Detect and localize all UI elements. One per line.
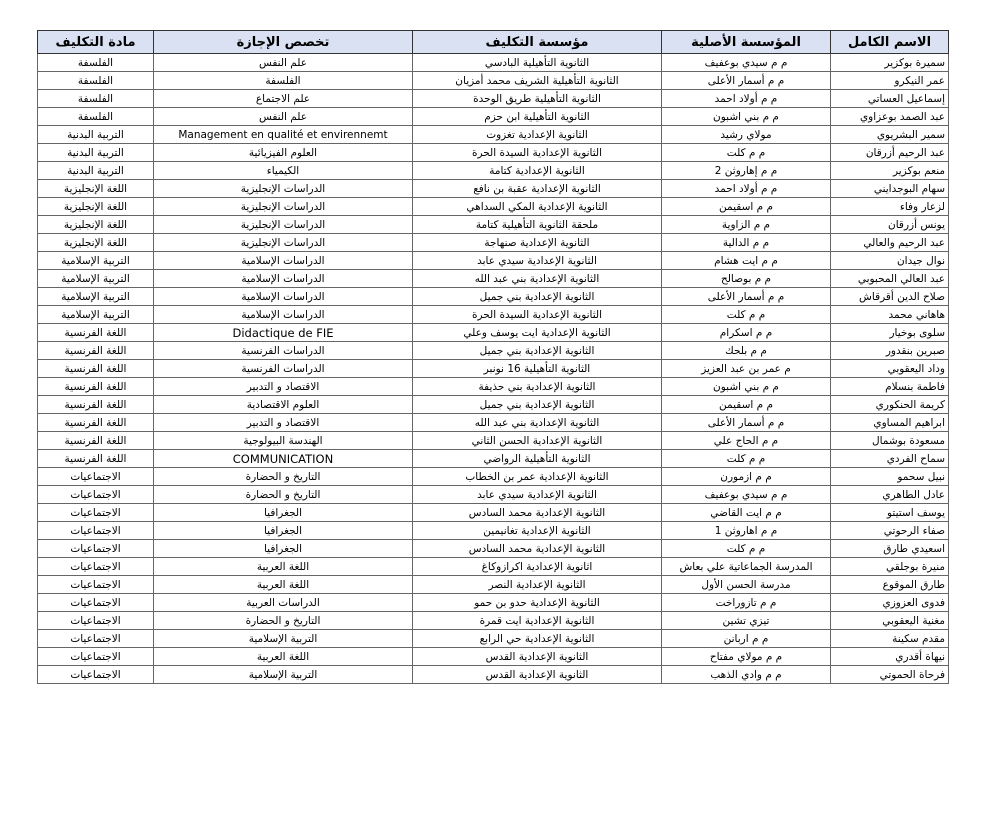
table-row [38,198,949,216]
cell-full-name: صلاح الدين أقرقاش [831,288,949,306]
cell-assignment-institution: الثانوية الإعدادية كتامة [413,162,662,180]
table-row [38,72,949,90]
cell-assigned-subject: اللغة الفرنسية [38,324,154,342]
header-assignment-institution: مؤسسة التكليف [413,31,662,54]
cell-origin-institution: مولاي رشيد [662,126,831,144]
cell-full-name: سلوى بوخيار [831,324,949,342]
cell-degree-specialty: الدراسات الإنجليزية [154,198,413,216]
table-row [38,558,949,576]
cell-full-name: نبيل سحمو [831,468,949,486]
cell-origin-institution: م م أسمار الأعلى [662,288,831,306]
cell-full-name: اسعيدي طارق [831,540,949,558]
cell-assigned-subject: الفلسفة [38,72,154,90]
cell-full-name: عادل الطاهري [831,486,949,504]
table-row [38,126,949,144]
cell-full-name: عبد الرحيم أزرقان [831,144,949,162]
cell-assignment-institution: اثانوية الإعدادية اكرازوكاغ [413,558,662,576]
cell-assignment-institution: الثانوية التأهيلية طريق الوحدة [413,90,662,108]
cell-assignment-institution: ملحقة الثانوية التأهيلية كتامة [413,216,662,234]
cell-origin-institution: م م سيدي بوعفيف [662,54,831,72]
cell-assignment-institution: الثانوية الإعدادية بني جميل [413,396,662,414]
cell-assigned-subject: الاجتماعيات [38,540,154,558]
cell-assigned-subject: الاجتماعيات [38,612,154,630]
cell-origin-institution: المدرسة الجماعاتية علي بعاش [662,558,831,576]
cell-degree-specialty: الدراسات الإسلامية [154,270,413,288]
cell-full-name: سمير البشريوي [831,126,949,144]
table-row [38,540,949,558]
cell-assignment-institution: الثانوية الإعدادية السيدة الحرة [413,144,662,162]
table-row [38,324,949,342]
cell-assigned-subject: اللغة الفرنسية [38,396,154,414]
cell-degree-specialty: الاقتصاد و التدبير [154,378,413,396]
cell-assignment-institution: الثانوية التأهيلية 16 نونبر [413,360,662,378]
cell-assigned-subject: اللغة الإنجليزية [38,180,154,198]
cell-full-name: نيهاة أقدري [831,648,949,666]
cell-full-name: يوسف استيتو [831,504,949,522]
cell-assignment-institution: الثانوية الإعدادية بني عبد الله [413,270,662,288]
table-row [38,342,949,360]
table-row [38,180,949,198]
cell-degree-specialty: Didactique de FIE [154,324,413,342]
cell-assignment-institution: الثانوية التأهيلية البادسي [413,54,662,72]
table-row [38,360,949,378]
cell-origin-institution: م م اهاروثن 1 [662,522,831,540]
cell-degree-specialty: اللغة العربية [154,576,413,594]
cell-degree-specialty: الدراسات الإسلامية [154,306,413,324]
cell-origin-institution: م م كلت [662,540,831,558]
cell-degree-specialty: علم النفس [154,54,413,72]
cell-full-name: عبد العالي المحبوبي [831,270,949,288]
cell-assignment-institution: الثانوية التأهيلية الرواضي [413,450,662,468]
cell-assigned-subject: الفلسفة [38,90,154,108]
cell-degree-specialty: COMMUNICATION [154,450,413,468]
cell-assignment-institution: الثانوية الإعدادية الحسن الثاني [413,432,662,450]
cell-origin-institution: م م كلت [662,450,831,468]
cell-assignment-institution: الثانوية الإعدادية النصر [413,576,662,594]
cell-assignment-institution: الثانوية الإعدادية ايت قمرة [413,612,662,630]
cell-assignment-institution: الثانوية الإعدادية بني جميل [413,288,662,306]
cell-origin-institution: م م كلت [662,306,831,324]
cell-degree-specialty: الهندسة البيولوجية [154,432,413,450]
cell-assignment-institution: الثانوية الإعدادية سيدي عابد [413,486,662,504]
cell-origin-institution: م م مولاي مفتاح [662,648,831,666]
cell-degree-specialty: الكيمياء [154,162,413,180]
cell-degree-specialty: التربية الإسلامية [154,666,413,684]
cell-origin-institution: م م الحاج علي [662,432,831,450]
cell-degree-specialty: الفلسفة [154,72,413,90]
cell-assignment-institution: الثانوية التأهيلية ابن حزم [413,108,662,126]
cell-full-name: لزعار وفاء [831,198,949,216]
cell-degree-specialty: التربية الإسلامية [154,630,413,648]
cell-degree-specialty: علم النفس [154,108,413,126]
table-row [38,504,949,522]
cell-assigned-subject: الاجتماعيات [38,504,154,522]
header-full-name: الاسم الكامل [831,31,949,54]
cell-origin-institution: م م أولاد احمد [662,180,831,198]
cell-assigned-subject: الاجتماعيات [38,576,154,594]
cell-full-name: وداد اليعقوبي [831,360,949,378]
cell-assigned-subject: اللغة الإنجليزية [38,234,154,252]
cell-origin-institution: م م الزاوية [662,216,831,234]
cell-degree-specialty: الدراسات الفرنسية [154,342,413,360]
cell-assignment-institution: الثانوية الإعدادية تغانيمين [413,522,662,540]
cell-origin-institution: م م وادي الذهب [662,666,831,684]
cell-degree-specialty: العلوم الفيزيائية [154,144,413,162]
cell-full-name: كريمة الحنكوري [831,396,949,414]
cell-assignment-institution: الثانوية الإعدادية صنهاجة [413,234,662,252]
cell-origin-institution: م م إهاروثن 2 [662,162,831,180]
cell-full-name: نوال جيدان [831,252,949,270]
cell-assigned-subject: الفلسفة [38,54,154,72]
cell-assigned-subject: اللغة الإنجليزية [38,216,154,234]
table-body [38,54,949,684]
cell-degree-specialty: Management en qualité et envirennemt [154,126,413,144]
table-row [38,648,949,666]
cell-assignment-institution: الثانوية الإعدادية محمد السادس [413,504,662,522]
cell-assigned-subject: التربية البدنية [38,162,154,180]
cell-assignment-institution: الثانوية التأهيلية الشريف محمد أمزيان [413,72,662,90]
cell-assignment-institution: الثانوية الإعدادية القدس [413,648,662,666]
cell-assignment-institution: الثانوية الإعدادية عمر بن الخطاب [413,468,662,486]
cell-origin-institution: م م الدالية [662,234,831,252]
table-row [38,144,949,162]
cell-degree-specialty: الدراسات الإسلامية [154,288,413,306]
cell-full-name: منعم بوكزير [831,162,949,180]
cell-origin-institution: م عمر بن عبد العزيز [662,360,831,378]
cell-degree-specialty: الدراسات الإسلامية [154,252,413,270]
cell-full-name: طارق الموقوع [831,576,949,594]
cell-assignment-institution: الثانوية الإعدادية حي الرابع [413,630,662,648]
cell-assignment-institution: الثانوية الإعدادية السيدة الحرة [413,306,662,324]
cell-origin-institution: م م أسمار الأعلى [662,72,831,90]
cell-assigned-subject: اللغة الإنجليزية [38,198,154,216]
cell-assigned-subject: اللغة الفرنسية [38,342,154,360]
cell-degree-specialty: الدراسات الإنجليزية [154,234,413,252]
cell-full-name: إسماعيل العساتي [831,90,949,108]
table-row [38,252,949,270]
cell-assigned-subject: الفلسفة [38,108,154,126]
cell-full-name: ابراهيم المساوي [831,414,949,432]
cell-degree-specialty: الدراسات الإنجليزية [154,216,413,234]
cell-degree-specialty: التاريخ و الحضارة [154,486,413,504]
cell-assigned-subject: التربية البدنية [38,144,154,162]
cell-assigned-subject: اللغة الفرنسية [38,378,154,396]
cell-full-name: سميرة بوكزير [831,54,949,72]
cell-assignment-institution: الثانوية الإعدادية محمد السادس [413,540,662,558]
table-row [38,108,949,126]
cell-degree-specialty: الدراسات العربية [154,594,413,612]
cell-degree-specialty: الاقتصاد و التدبير [154,414,413,432]
table-row [38,378,949,396]
cell-assigned-subject: التربية الإسلامية [38,252,154,270]
table-row [38,288,949,306]
table-row [38,630,949,648]
cell-assignment-institution: الثانوية الإعدادية ايت يوسف وعلي [413,324,662,342]
cell-origin-institution: م م سيدي بوعفيف [662,486,831,504]
cell-full-name: هاهاني محمد [831,306,949,324]
cell-degree-specialty: الدراسات الإنجليزية [154,180,413,198]
cell-degree-specialty: التاريخ و الحضارة [154,612,413,630]
header-row [38,31,949,54]
cell-assigned-subject: الاجتماعيات [38,522,154,540]
cell-origin-institution: م م اسقيمن [662,198,831,216]
cell-origin-institution: م م ايت القاضي [662,504,831,522]
cell-assignment-institution: الثانوية الإعدادية تغزوت [413,126,662,144]
cell-assignment-institution: الثانوية الإعدادية بني جميل [413,342,662,360]
cell-assigned-subject: اللغة الفرنسية [38,432,154,450]
assignments-table [37,30,949,684]
cell-origin-institution: م م كلت [662,144,831,162]
cell-assignment-institution: الثانوية الإعدادية القدس [413,666,662,684]
table-row [38,486,949,504]
cell-degree-specialty: الجغرافيا [154,504,413,522]
cell-full-name: مسعودة بوشمال [831,432,949,450]
cell-full-name: منيرة بوجلقي [831,558,949,576]
table-row [38,162,949,180]
cell-degree-specialty: اللغة العربية [154,558,413,576]
table-row [38,270,949,288]
cell-origin-institution: م م ازمورن [662,468,831,486]
cell-degree-specialty: التاريخ و الحضارة [154,468,413,486]
cell-origin-institution: م م ايت هشام [662,252,831,270]
table-row [38,468,949,486]
table-row [38,54,949,72]
cell-degree-specialty: الدراسات الفرنسية [154,360,413,378]
cell-assigned-subject: التربية الإسلامية [38,288,154,306]
cell-assigned-subject: اللغة الفرنسية [38,414,154,432]
cell-assigned-subject: الاجتماعيات [38,648,154,666]
cell-degree-specialty: علم الاجتماع [154,90,413,108]
cell-assigned-subject: التربية البدنية [38,126,154,144]
cell-origin-institution: م م أسمار الأعلى [662,414,831,432]
table-row [38,396,949,414]
cell-full-name: يونس أزرقان [831,216,949,234]
cell-origin-institution: م م أولاد احمد [662,90,831,108]
cell-origin-institution: تيزي تشين [662,612,831,630]
table-row [38,414,949,432]
cell-full-name: مقدم سكينة [831,630,949,648]
cell-degree-specialty: الجغرافيا [154,522,413,540]
cell-assignment-institution: الثانوية الإعدادية بني حذيفة [413,378,662,396]
cell-assigned-subject: الاجتماعيات [38,558,154,576]
cell-origin-institution: مدرسة الحسن الأول [662,576,831,594]
header-origin-institution: المؤسسة الأصلية [662,31,831,54]
cell-full-name: مغنية اليعقوبي [831,612,949,630]
table-row [38,306,949,324]
cell-full-name: صفاء الرحوتي [831,522,949,540]
header-degree-specialty: تخصص الإجازة [154,31,413,54]
cell-degree-specialty: اللغة العربية [154,648,413,666]
cell-degree-specialty: الجغرافيا [154,540,413,558]
cell-full-name: فاطمة بنسلام [831,378,949,396]
cell-assigned-subject: التربية الإسلامية [38,306,154,324]
cell-assignment-institution: الثانوية الإعدادية عقبة بن نافع [413,180,662,198]
cell-assigned-subject: اللغة الفرنسية [38,450,154,468]
cell-origin-institution: م م بني اشبون [662,108,831,126]
cell-assignment-institution: الثانوية الإعدادية حدو بن حمو [413,594,662,612]
table-row [38,450,949,468]
cell-origin-institution: م م بلحك [662,342,831,360]
cell-assignment-institution: الثانوية الإعدادية بني عبد الله [413,414,662,432]
cell-full-name: عبد الرحيم والعالي [831,234,949,252]
cell-origin-institution: م م تازوراخت [662,594,831,612]
cell-origin-institution: م م اربانن [662,630,831,648]
cell-assigned-subject: الاجتماعيات [38,630,154,648]
cell-origin-institution: م م بني اشبون [662,378,831,396]
cell-assigned-subject: الاجتماعيات [38,666,154,684]
table-row [38,576,949,594]
cell-full-name: سهام البوجدايني [831,180,949,198]
table-row [38,216,949,234]
table-row [38,90,949,108]
cell-degree-specialty: العلوم الاقتصادية [154,396,413,414]
table-row [38,234,949,252]
cell-assigned-subject: الاجتماعيات [38,594,154,612]
header-assigned-subject: مادة التكليف [38,31,154,54]
table-row [38,432,949,450]
cell-origin-institution: م م بوصالح [662,270,831,288]
table-row [38,612,949,630]
cell-assigned-subject: التربية الإسلامية [38,270,154,288]
cell-full-name: عبد الصمد بوعزاوي [831,108,949,126]
cell-full-name: سماح الفردي [831,450,949,468]
cell-origin-institution: م م اسكرام [662,324,831,342]
cell-full-name: فدوى العزوزي [831,594,949,612]
table-row [38,594,949,612]
cell-assignment-institution: الثانوية الإعدادية المكي السداهي [413,198,662,216]
cell-assignment-institution: الثانوية الإعدادية سيدي عابد [413,252,662,270]
cell-full-name: عمر النيكرو [831,72,949,90]
cell-full-name: فرحاة الحموتي [831,666,949,684]
cell-origin-institution: م م اسقيمن [662,396,831,414]
cell-full-name: صبرين بنقدور [831,342,949,360]
cell-assigned-subject: الاجتماعيات [38,486,154,504]
cell-assigned-subject: اللغة الفرنسية [38,360,154,378]
table-row [38,666,949,684]
cell-assigned-subject: الاجتماعيات [38,468,154,486]
table-row [38,522,949,540]
